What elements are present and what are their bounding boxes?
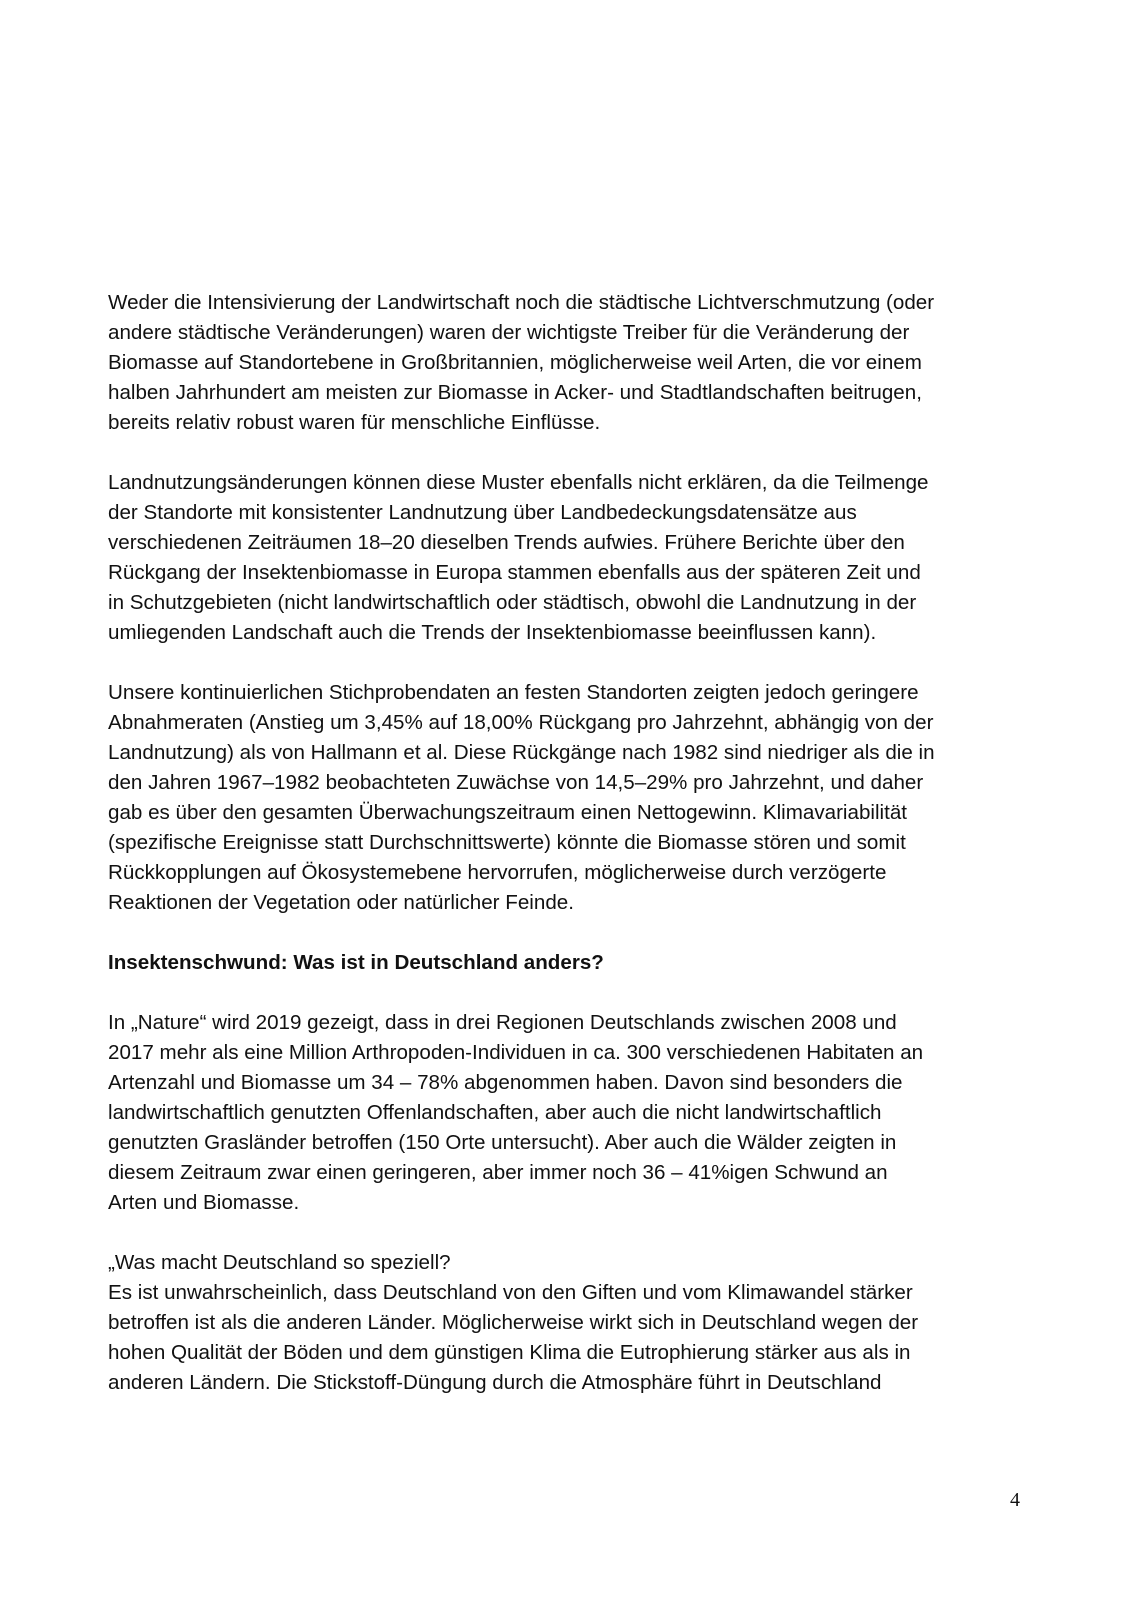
- page-number: 4: [1010, 1489, 1020, 1511]
- text-line: genutzten Grasländer betroffen (150 Orte untersucht). Aber auch die Wälder zeigten in: [108, 1131, 897, 1154]
- text-line: Unsere kontinuierlichen Stichprobendaten an festen Standorten zeigten jedoch geringere: [108, 681, 919, 704]
- text-line: in Schutzgebieten (nicht landwirtschaftlich oder städtisch, obwohl die Landnutzung in der: [108, 591, 917, 614]
- text-line: landwirtschaftlich genutzten Offenlandschaften, aber auch die nicht landwirtschaftlich: [108, 1101, 882, 1124]
- text-line: Rückkopplungen auf Ökosystemebene hervorrufen, möglicherweise durch verzögerte: [108, 861, 887, 884]
- text-line: gab es über den gesamten Überwachungszeitraum einen Nettogewinn. Klimavariabilität: [108, 801, 908, 824]
- text-line: diesem Zeitraum zwar einen geringeren, aber immer noch 36 – 41%igen Schwund an: [108, 1161, 888, 1184]
- text-line: umliegenden Landschaft auch die Trends der Insektenbiomasse beeinflussen kann).: [108, 621, 877, 644]
- text-line: 2017 mehr als eine Million Arthropoden-Individuen in ca. 300 verschiedenen Habitaten an: [108, 1041, 924, 1064]
- paragraph: [108, 288, 1013, 438]
- text-line: Artenzahl und Biomasse um 34 – 78% abgenommen haben. Davon sind besonders die: [108, 1071, 903, 1094]
- text-line: „Was macht Deutschland so speziell?: [108, 1251, 451, 1274]
- text-line: In „Nature“ wird 2019 gezeigt, dass in drei Regionen Deutschlands zwischen 2008 und: [108, 1011, 897, 1034]
- section-heading: Insektenschwund: Was ist in Deutschland anders?: [108, 951, 604, 974]
- text-line: Landnutzungsänderungen können diese Muster ebenfalls nicht erklären, da die Teilmenge: [108, 471, 929, 494]
- text-line: betroffen ist als die anderen Länder. Möglicherweise wirkt sich in Deutschland wegen der: [108, 1311, 919, 1334]
- text-line: Reaktionen der Vegetation oder natürlicher Feinde.: [108, 891, 574, 914]
- text-line: anderen Ländern. Die Stickstoff-Düngung durch die Atmosphäre führt in Deutschland: [108, 1371, 882, 1394]
- text-line: (spezifische Ereignisse statt Durchschnittswerte) könnte die Biomasse stören und somit: [108, 831, 906, 854]
- text-line: der Standorte mit konsistenter Landnutzung über Landbedeckungsdatensätze aus: [108, 501, 857, 524]
- text-line: Landnutzung) als von Hallmann et al. Diese Rückgänge nach 1982 sind niedriger als die in: [108, 741, 935, 764]
- paragraph: [108, 678, 1013, 918]
- text-line: verschiedenen Zeiträumen 18–20 dieselben Trends aufwies. Frühere Berichte über den: [108, 531, 905, 554]
- text-line: Weder die Intensivierung der Landwirtschaft noch die städtische Lichtverschmutzung (oder: [108, 291, 935, 314]
- text-line: Es ist unwahrscheinlich, dass Deutschland von den Giften und vom Klimawandel stärker: [108, 1281, 913, 1304]
- text-line: hohen Qualität der Böden und dem günstigen Klima die Eutrophierung stärker aus als in: [108, 1341, 911, 1364]
- text-line: den Jahren 1967–1982 beobachteten Zuwächse von 14,5–29% pro Jahrzehnt, und daher: [108, 771, 924, 794]
- paragraph: [108, 1008, 1013, 1218]
- text-line: Rückgang der Insektenbiomasse in Europa stammen ebenfalls aus der späteren Zeit und: [108, 561, 921, 584]
- paragraph: [108, 468, 1013, 648]
- text-line: halben Jahrhundert am meisten zur Biomasse in Acker- und Stadtlandschaften beitrugen,: [108, 381, 922, 404]
- text-line: Abnahmeraten (Anstieg um 3,45% auf 18,00% Rückgang pro Jahrzehnt, abhängig von der: [108, 711, 934, 734]
- paragraph: [108, 1248, 1013, 1398]
- document-body: [108, 288, 1013, 1398]
- text-line: andere städtische Veränderungen) waren der wichtigste Treiber für die Veränderung der: [108, 321, 910, 344]
- text-line: Biomasse auf Standortebene in Großbritannien, möglicherweise weil Arten, die vor einem: [108, 351, 922, 374]
- text-line: Arten und Biomasse.: [108, 1191, 300, 1214]
- text-line: bereits relativ robust waren für menschliche Einflüsse.: [108, 411, 601, 434]
